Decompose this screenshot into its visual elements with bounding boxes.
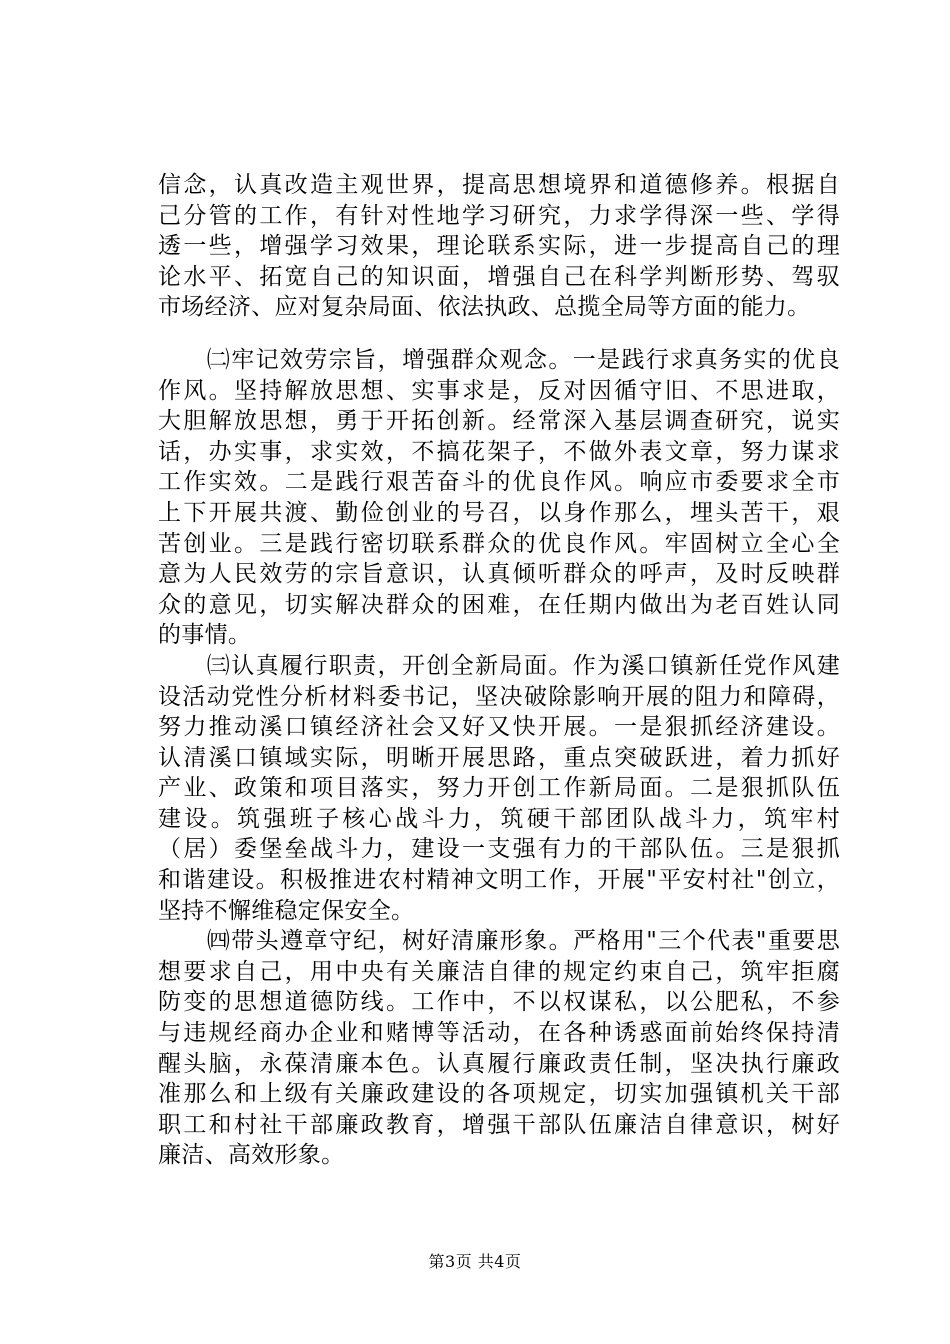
text-line: 想要求自己，用中央有关廉洁自律的规定约束自己，筑牢拒腐	[158, 958, 840, 985]
document-body	[158, 170, 840, 1171]
text-line: 论水平、拓宽自己的知识面，增强自己在科学判断形势、驾驭	[158, 263, 840, 290]
paragraph-2	[158, 345, 840, 651]
text-line: 上下开展共渡、勤俭创业的号召，以身作那么，埋头苦干，艰	[158, 499, 840, 526]
text-line: 设活动党性分析材料委书记，坚决破除影响开展的阻力和障碍，	[158, 683, 840, 710]
text-line: 信念，认真改造主观世界，提高思想境界和道德修养。根据自	[158, 172, 840, 198]
text-line: 话，办实事，求实效，不搞花架子，不做外表文章，努力谋求	[158, 438, 840, 465]
text-line: ㈣带头遵章守纪，树好清廉形象。严格用"三个代表"重要思	[158, 928, 840, 955]
text-line: 建设。筑强班子核心战斗力，筑硬干部团队战斗力，筑牢村	[158, 805, 840, 832]
text-line: 透一些，增强学习效果，理论联系实际，进一步提高自己的理	[158, 233, 840, 260]
text-line: 职工和村社干部廉政教育，增强干部队伍廉洁自律意识，树好	[158, 1111, 840, 1138]
text-line: 市场经济、应对复杂局面、依法执政、总揽全局等方面的能力。	[158, 294, 811, 321]
paragraph-gap	[158, 323, 840, 345]
paragraph-1	[158, 170, 840, 323]
text-line: 的事情。	[158, 622, 252, 649]
text-line: 与违规经商办企业和赌博等活动，在各种诱惑面前始终保持清	[158, 1020, 840, 1047]
text-line: 己分管的工作，有针对性地学习研究，力求学得深一些、学得	[158, 202, 840, 229]
text-line: 和谐建设。积极推进农村精神文明工作，开展"平安村社"创立，	[158, 867, 840, 894]
text-line: 准那么和上级有关廉政建设的各项规定，切实加强镇机关干部	[158, 1081, 840, 1108]
text-line: 产业、政策和项目落实，努力开创工作新局面。二是狠抓队伍	[158, 775, 840, 802]
page-footer: 第3页 共4页	[428, 1252, 522, 1271]
text-line: 众的意见，切实解决群众的困难，在任期内做出为老百姓认同	[158, 591, 840, 618]
text-line: 认清溪口镇域实际，明晰开展思路，重点突破跃进，着力抓好	[158, 744, 840, 771]
text-line: （居）委堡垒战斗力，建设一支强有力的干部队伍。三是狠抓	[158, 836, 840, 863]
paragraph-3	[158, 651, 840, 926]
text-line: 防变的思想道德防线。工作中，不以权谋私，以公肥私，不参	[158, 989, 840, 1016]
text-line: 大胆解放思想，勇于开拓创新。经常深入基层调查研究，说实	[158, 408, 840, 435]
text-line: 作风。坚持解放思想、实事求是，反对因循守旧、不思进取，	[158, 377, 840, 404]
text-line: 坚持不懈维稳定保安全。	[158, 897, 415, 924]
paragraph-4	[158, 926, 840, 1171]
text-line: 工作实效。二是践行艰苦奋斗的优良作风。响应市委要求全市	[158, 469, 840, 496]
text-line: ㈢认真履行职责，开创全新局面。作为溪口镇新任党作风建	[158, 652, 840, 679]
text-line: 醒头脑，永葆清廉本色。认真履行廉政责任制，坚决执行廉政	[158, 1050, 840, 1077]
text-line: 苦创业。三是践行密切联系群众的优良作风。牢固树立全心全	[158, 530, 840, 557]
text-line: 意为人民效劳的宗旨意识，认真倾听群众的呼声，及时反映群	[158, 561, 840, 588]
text-line: 廉洁、高效形象。	[158, 1142, 345, 1169]
text-line: ㈡牢记效劳宗旨，增强群众观念。一是践行求真务实的优良	[158, 346, 840, 373]
text-line: 努力推动溪口镇经济社会又好又快开展。一是狠抓经济建设。	[158, 714, 840, 741]
